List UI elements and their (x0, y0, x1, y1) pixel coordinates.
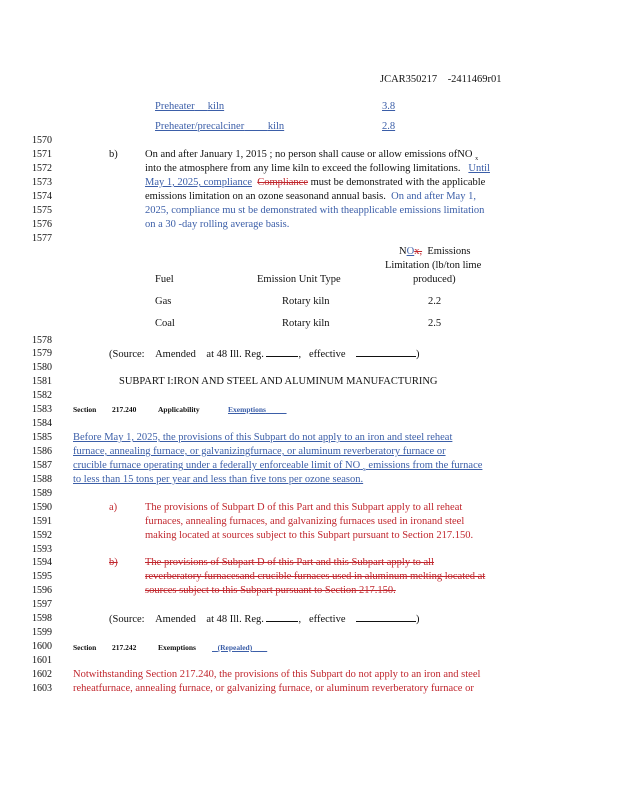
para-a-marker: a) (109, 502, 118, 513)
para-b-deleted-line2: reverberatory furnacesand crucible furnaces used in aluminum melting located at (145, 571, 486, 582)
para-before-line2: furnace, annealing furnace, or galvanizingfurnace, or aluminum reverberatory furnace or (73, 446, 446, 457)
para-before-line3: crucible furnace operating under a federally enforceable limit of NO $_x$ emissions from the furnace (73, 460, 483, 474)
section-240-new-title: Exemptions (228, 405, 266, 414)
line-number: 1601 (32, 655, 52, 666)
type-coal: Rotary kiln (282, 318, 330, 329)
section-242-label: Section (73, 643, 97, 652)
line-number: 1600 (32, 641, 52, 652)
para-b-line4: emissions limitation on an ozone seasonand annual basis. On and after May 1, (145, 191, 476, 202)
line-number: 1595 (32, 571, 52, 582)
line-number: 1583 (32, 404, 52, 415)
source-note-1: (Source: Amended at 48 Ill. Reg. , effective ) (109, 349, 420, 360)
source-note-2: (Source: Amended at 48 Ill. Reg. , effective ) (109, 614, 420, 625)
line-number: 1593 (32, 544, 52, 555)
para-b-line2: into the atmosphere from any lime kiln to exceed the following limitations. Until (145, 163, 490, 174)
column-unit-type: Emission Unit Type (257, 274, 341, 285)
para-a-line2: furnaces, annealing furnaces, and galvanizing furnaces used in ironand steel (145, 516, 465, 527)
line-number: 1599 (32, 627, 52, 638)
para-b-deleted-marker: b) (109, 557, 118, 568)
emissions-header-produced: produced) (413, 274, 456, 285)
line-number: 1579 (32, 348, 52, 359)
section-240-label: Section (73, 405, 97, 414)
column-fuel: Fuel (155, 274, 174, 285)
para-b-line3: May 1, 2025, compliance Compliance must be demonstrated with the applicable (145, 177, 486, 188)
line-number: 1572 (32, 163, 52, 174)
section-242-number: 217.242 (112, 643, 137, 652)
section-240-title: Applicability (158, 405, 200, 414)
line-number: 1576 (32, 219, 52, 230)
line-number: 1580 (32, 362, 52, 373)
line-number: 1596 (32, 585, 52, 596)
fuel-gas: Gas (155, 296, 172, 307)
para-a-line3: making located at sources subject to this Subpart pursuant to Section 217.150. (145, 530, 474, 541)
line-number: 1571 (32, 149, 52, 160)
section-242-title: Exemptions (158, 643, 196, 652)
emissions-header-nox: NOx, Emissions (399, 246, 471, 257)
line-number: 1582 (32, 390, 52, 401)
kiln-row-preheater: Preheater kiln (155, 101, 225, 112)
line-number: 1591 (32, 516, 52, 527)
para-a-line1: The provisions of Subpart D of this Part and this Subpart apply to all reheat (145, 502, 463, 513)
line-number: 1597 (32, 599, 52, 610)
line-number: 1598 (32, 613, 52, 624)
para-b-marker: b) (109, 149, 118, 160)
line-number: 1577 (32, 233, 52, 244)
line-number: 1581 (32, 376, 52, 387)
value-coal: 2.5 (428, 318, 442, 329)
kiln-value-preheater: 3.8 (382, 101, 396, 112)
line-number: 1575 (32, 205, 52, 216)
line-number: 1584 (32, 418, 52, 429)
line-number: 1594 (32, 557, 52, 568)
document-id: JCAR350217 -2411469r01 (380, 74, 502, 85)
line-number: 1589 (32, 488, 52, 499)
para-before-line4: to less than 15 tons per year and less than five tons per ozone season. (73, 474, 364, 485)
line-number: 1574 (32, 191, 52, 202)
line-number: 1573 (32, 177, 52, 188)
line-number: 1587 (32, 460, 52, 471)
subpart-heading: SUBPART I:IRON AND STEEL AND ALUMINUM MANUFACTURING (119, 376, 438, 387)
para-b-deleted-line3: sources subject to this Subpart pursuant to Section 217.150. (145, 585, 396, 596)
section-240-number: 217.240 (112, 405, 137, 414)
line-number: 1590 (32, 502, 52, 513)
line-number: 1602 (32, 669, 52, 680)
para-b-line5: 2025, compliance mu st be demonstrated with theapplicable emissions limitation (145, 205, 485, 216)
line-number: 1578 (32, 335, 52, 346)
emissions-header-limitation: Limitation (lb/ton lime (385, 260, 482, 271)
para-notwithstanding-line2: reheatfurnace, annealing furnace, or galvanizing furnace, or aluminum reverberatory furnace or (73, 683, 474, 694)
line-number: 1592 (32, 530, 52, 541)
fuel-coal: Coal (155, 318, 175, 329)
para-notwithstanding-line1: Notwithstanding Section 217.240, the provisions of this Subpart do not apply to an iron and steel (73, 669, 481, 680)
para-b-line6: on a 30 -day rolling average basis. (145, 219, 290, 230)
line-number: 1603 (32, 683, 52, 694)
line-number: 1570 (32, 135, 52, 146)
line-number: 1588 (32, 474, 52, 485)
type-gas: Rotary kiln (282, 296, 330, 307)
kiln-value-precalciner: 2.8 (382, 121, 396, 132)
para-b-line1: On and after January 1, 2015 ; no person shall cause or allow emissions ofNO $_x$ (145, 149, 479, 163)
line-number: 1585 (32, 432, 52, 443)
para-before-line1: Before May 1, 2025, the provisions of this Subpart do not apply to an iron and steel reheat (73, 432, 453, 443)
section-242-repealed: (Repealed) (217, 643, 253, 652)
line-number: 1586 (32, 446, 52, 457)
para-b-deleted-line1: The provisions of Subpart D of this Part and this Subpart apply to all (145, 557, 435, 568)
value-gas: 2.2 (428, 296, 442, 307)
kiln-row-precalciner: Preheater/precalciner kiln (155, 121, 285, 132)
